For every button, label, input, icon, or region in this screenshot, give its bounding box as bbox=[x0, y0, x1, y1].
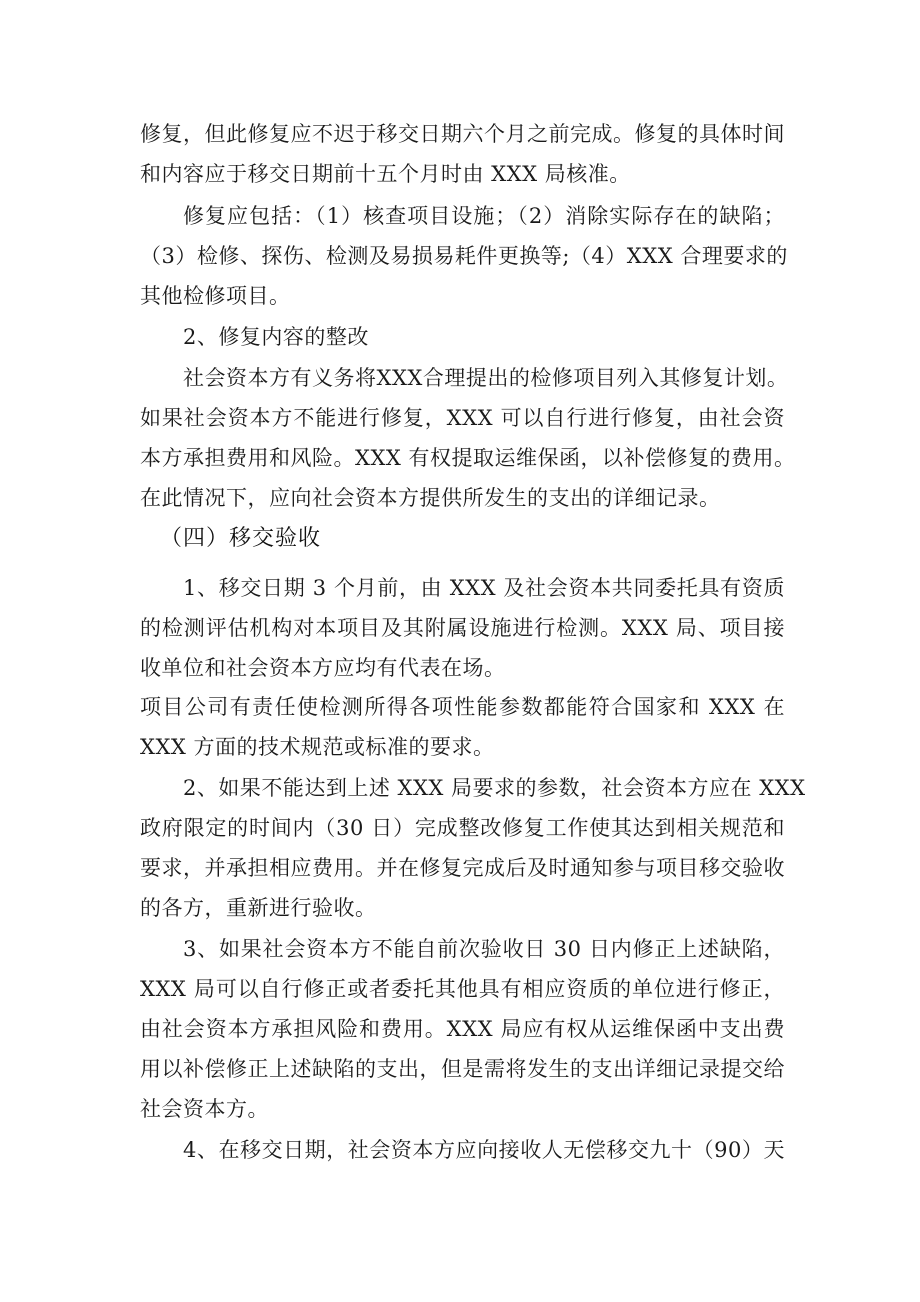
paragraph-line: 社会资本方有义务将XXX合理提出的检修项目列入其修复计划。 bbox=[183, 366, 789, 390]
paragraph-line: 要求，并承担相应费用。并在修复完成后及时通知参与项目移交验收 bbox=[140, 856, 785, 880]
paragraph-line: 4、在移交日期，社会资本方应向接收人无偿移交九十（90）天 bbox=[183, 1138, 785, 1162]
paragraph-line: 收单位和社会资本方应均有代表在场。 bbox=[140, 656, 506, 680]
paragraph-line: 用以补偿修正上述缺陷的支出，但是需将发生的支出详细记录提交给 bbox=[140, 1057, 785, 1081]
paragraph-line: 和内容应于移交日期前十五个月时由 XXX 局核准。 bbox=[140, 162, 631, 186]
paragraph-line: 1、移交日期 3 个月前，由 XXX 及社会资本共同委托具有资质 bbox=[183, 576, 785, 600]
paragraph-line: 其他检修项目。 bbox=[140, 284, 291, 308]
paragraph-line: 本方承担费用和风险。XXX 有权提取运维保函，以补偿修复的费用。 bbox=[140, 446, 796, 470]
paragraph-line: 政府限定的时间内（30 日）完成整改修复工作使其达到相关规范和 bbox=[140, 816, 785, 840]
paragraph-line: 修复，但此修复应不迟于移交日期六个月之前完成。修复的具体时间 bbox=[140, 122, 785, 146]
paragraph-line: 项目公司有责任使检测所得各项性能参数都能符合国家和 XXX 在 bbox=[140, 695, 785, 719]
paragraph-line: 2、如果不能达到上述 XXX 局要求的参数，社会资本方应在 XXX bbox=[183, 776, 806, 800]
section-heading: （四）移交验收 bbox=[160, 526, 322, 551]
paragraph-line: 修复应包括：（1）核查项目设施；（2）消除实际存在的缺陷； bbox=[183, 204, 785, 228]
paragraph-line: 的检测评估机构对本项目及其附属设施进行检测。XXX 局、项目接 bbox=[140, 616, 785, 640]
paragraph-line: 如果社会资本方不能进行修复，XXX 可以自行进行修复，由社会资 bbox=[140, 406, 785, 430]
paragraph-line: 3、如果社会资本方不能自前次验收日 30 日内修正上述缺陷， bbox=[183, 937, 785, 961]
paragraph-line: 社会资本方。 bbox=[140, 1097, 269, 1121]
paragraph-line: 在此情况下，应向社会资本方提供所发生的支出的详细记录。 bbox=[140, 486, 721, 510]
paragraph-line: 由社会资本方承担风险和费用。XXX 局应有权从运维保函中支出费 bbox=[140, 1017, 785, 1041]
subheading-line: 2、修复内容的整改 bbox=[183, 325, 369, 349]
paragraph-line: XXX 局可以自行修正或者委托其他具有相应资质的单位进行修正， bbox=[140, 977, 785, 1001]
paragraph-line: 的各方，重新进行验收。 bbox=[140, 896, 377, 920]
paragraph-line: XXX 方面的技术规范或标准的要求。 bbox=[140, 735, 495, 759]
paragraph-line: （3）检修、探伤、检测及易损易耗件更换等;（4）XXX 合理要求的 bbox=[140, 244, 788, 268]
